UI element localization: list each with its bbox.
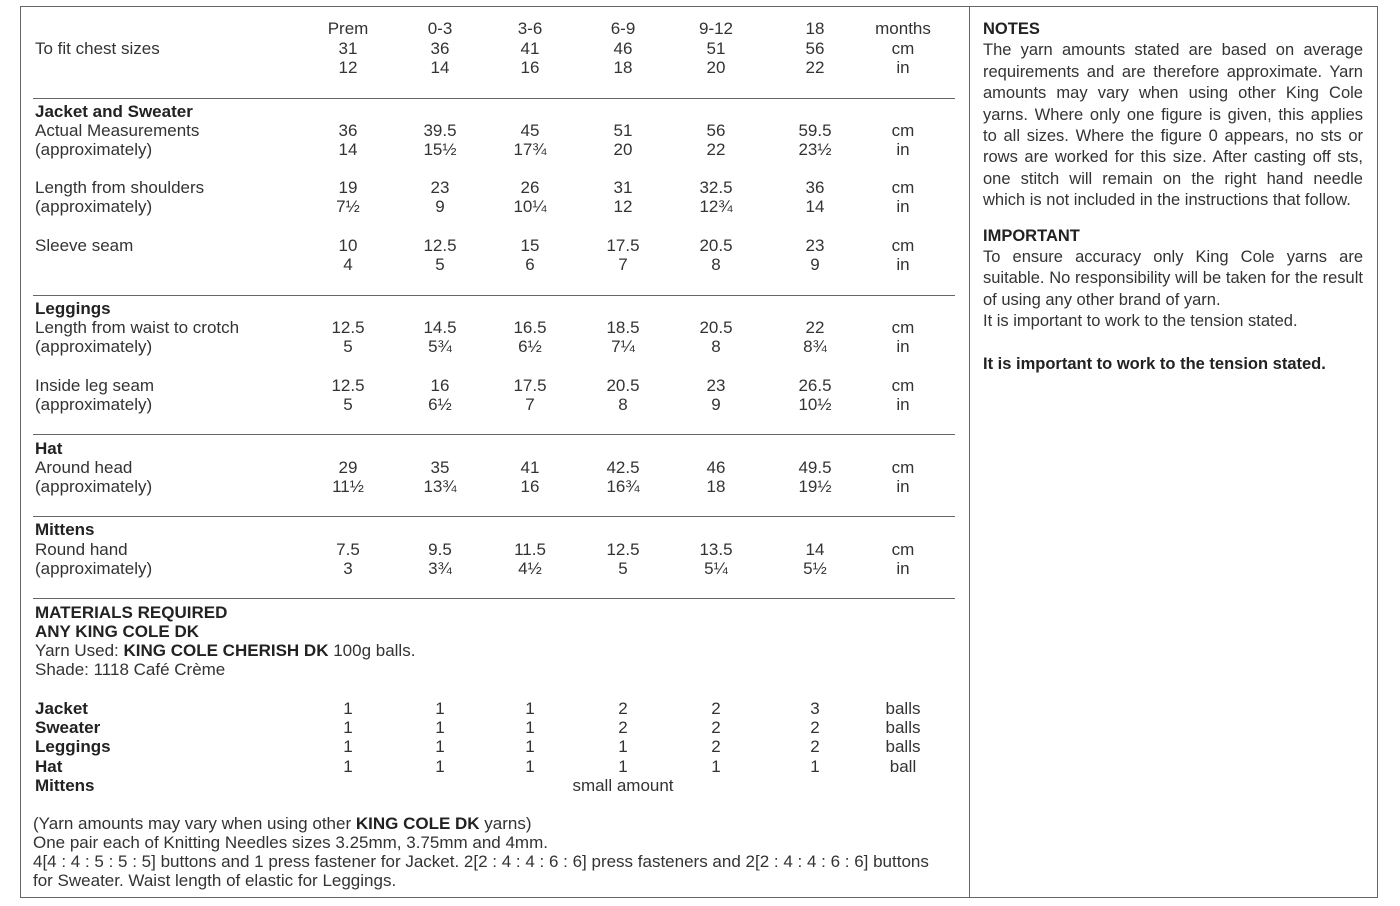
- size-cell: 9: [711, 395, 721, 414]
- size-cell: cm: [891, 178, 915, 197]
- size-cell: 12¾: [699, 197, 733, 216]
- size-cell: 35: [430, 458, 450, 477]
- materials-subheading: ANY KING COLE DK: [35, 622, 200, 641]
- size-cell: 20: [706, 58, 726, 77]
- size-cell: 5: [618, 559, 628, 578]
- size-cell: 51: [613, 121, 633, 140]
- hat-heading: Hat: [35, 439, 63, 458]
- size-cell: 49.5: [798, 458, 832, 477]
- size-cell: 17¾: [513, 140, 547, 159]
- mittens-materials-amount: small amount: [572, 776, 674, 795]
- size-cell: 10¼: [513, 197, 547, 216]
- size-cell: 36: [805, 178, 825, 197]
- size-cell: 59.5: [798, 121, 832, 140]
- size-cell: 8: [711, 255, 721, 274]
- materials-cell: 2: [618, 718, 628, 738]
- size-cell: Prem: [327, 19, 369, 38]
- size-cell: 15½: [423, 140, 457, 159]
- materials-notes: [33, 814, 953, 890]
- size-cell: 20: [613, 140, 633, 159]
- size-cell: 45: [520, 121, 540, 140]
- inside-leg-label: Inside leg seam: [35, 376, 155, 395]
- materials-item-label: Jacket: [35, 699, 88, 718]
- size-cell: 23½: [798, 140, 832, 159]
- size-cell: 10½: [798, 395, 832, 414]
- notes-heading: NOTES: [983, 20, 1040, 38]
- materials-cell: 1: [525, 756, 535, 776]
- size-cell: in: [896, 255, 910, 274]
- size-cell: 17.5: [513, 376, 547, 395]
- size-cell: in: [896, 197, 910, 216]
- size-cell: 3: [343, 559, 353, 578]
- size-cell: 5¼: [704, 559, 728, 578]
- size-cell: 22: [706, 140, 726, 159]
- size-cell: 23: [430, 178, 450, 197]
- round-hand-note: (approximately): [35, 559, 153, 578]
- size-cell: 9: [810, 255, 820, 274]
- size-cell: 19: [338, 178, 358, 197]
- size-cell: 32.5: [699, 178, 733, 197]
- materials-cell: 1: [435, 737, 445, 757]
- size-cell: 42.5: [606, 458, 640, 477]
- chest-label: To fit chest sizes: [35, 39, 160, 58]
- size-cell: 18: [613, 58, 633, 77]
- materials-cell: 1: [435, 756, 445, 776]
- yarn-used-line: [35, 641, 415, 660]
- section-divider: [33, 598, 955, 599]
- size-cell: months: [875, 19, 931, 38]
- sleeve-seam-label: Sleeve seam: [35, 236, 134, 255]
- size-cell: 12: [613, 197, 633, 216]
- size-cell: in: [896, 140, 910, 159]
- size-cell: cm: [891, 318, 915, 337]
- materials-cell: 2: [711, 718, 721, 738]
- length-shoulders-label: Length from shoulders: [35, 178, 205, 197]
- yarn-name: KING COLE CHERISH DK: [123, 641, 329, 660]
- size-cell: 7½: [336, 197, 360, 216]
- yarn-used-prefix: Yarn Used:: [35, 641, 124, 660]
- size-cell: 12.5: [606, 540, 640, 559]
- materials-cell: balls: [885, 737, 921, 757]
- size-cell: cm: [891, 236, 915, 255]
- size-cell: 51: [706, 39, 726, 58]
- size-cell: 4½: [518, 559, 542, 578]
- size-cell: 23: [805, 236, 825, 255]
- notes-body: The yarn amounts stated are based on average requirements and are therefore approximate. Yarn amounts may vary when using other King Cole yarns. Where only one figure is given, this applies to all sizes. Where the figure 0 appears, no sts or rows are worked for this size. After casting off sts, one stitch will remain on the right hand needle which is not included in the instructions that follow.: [983, 41, 1363, 210]
- materials-cell: 1: [343, 699, 353, 718]
- size-cell: 15: [520, 236, 540, 255]
- column-divider: [969, 6, 970, 898]
- section-divider: [33, 295, 955, 296]
- size-cell: 8: [711, 337, 721, 356]
- yarn-note-suffix: yarns): [479, 814, 532, 833]
- tension-note: It is important to work to the tension stated.: [983, 312, 1298, 331]
- size-cell: 18.5: [606, 318, 640, 337]
- size-cell: 46: [706, 458, 726, 477]
- size-cell: cm: [891, 121, 915, 140]
- materials-cell: ball: [889, 756, 917, 776]
- size-cell: 20.5: [699, 236, 733, 255]
- around-head-note: (approximately): [35, 477, 153, 496]
- yarn-note-prefix: (Yarn amounts may vary when using other: [33, 814, 356, 833]
- size-cell: 14: [805, 540, 825, 559]
- materials-cell: 1: [618, 737, 628, 757]
- mittens-materials-label: Mittens: [35, 776, 95, 795]
- size-cell: 9: [435, 197, 445, 216]
- leggings-heading: Leggings: [35, 299, 111, 318]
- size-cell: 20.5: [606, 376, 640, 395]
- size-cell: 5: [343, 395, 353, 414]
- size-cell: 4: [343, 255, 353, 274]
- size-cell: 8: [618, 395, 628, 414]
- size-cell: 56: [805, 39, 825, 58]
- size-cell: 14: [430, 58, 450, 77]
- size-cell: 22: [805, 58, 825, 77]
- size-cell: 41: [520, 39, 540, 58]
- size-cell: 12: [338, 58, 358, 77]
- actual-measurements-note: (approximately): [35, 140, 153, 159]
- size-cell: 16: [520, 58, 540, 77]
- around-head-label: Around head: [35, 458, 133, 477]
- important-heading: IMPORTANT: [983, 226, 1080, 245]
- section-divider: [33, 516, 955, 517]
- size-cell: 17.5: [606, 236, 640, 255]
- size-cell: 23: [706, 376, 726, 395]
- materials-cell: 1: [435, 718, 445, 738]
- materials-cell: 1: [525, 737, 535, 757]
- yarn-note-brand: KING COLE DK: [355, 814, 480, 833]
- size-cell: 26.5: [798, 376, 832, 395]
- size-cell: cm: [891, 540, 915, 559]
- materials-cell: 2: [618, 699, 628, 718]
- materials-cell: 1: [810, 756, 820, 776]
- size-cell: 6-9: [610, 19, 636, 38]
- length-shoulders-note: (approximately): [35, 197, 153, 216]
- materials-cell: 2: [711, 737, 721, 757]
- shade-line: Shade: 1118 Café Crème: [35, 660, 226, 679]
- size-cell: 7: [525, 395, 535, 414]
- needles-line: One pair each of Knitting Needles sizes 3.25mm, 3.75mm and 4mm.: [33, 833, 548, 852]
- materials-cell: 2: [711, 699, 721, 718]
- materials-cell: 1: [343, 718, 353, 738]
- size-cell: 9.5: [428, 540, 452, 559]
- waist-crotch-label: Length from waist to crotch: [35, 318, 240, 337]
- yarn-used-suffix: 100g balls.: [328, 641, 416, 660]
- size-cell: cm: [891, 39, 915, 58]
- size-cell: 16: [520, 477, 540, 496]
- actual-measurements-label: Actual Measurements: [35, 121, 200, 140]
- size-cell: 14.5: [423, 318, 457, 337]
- tension-note-bold: It is important to work to the tension stated.: [983, 354, 1326, 373]
- materials-cell: 1: [343, 737, 353, 757]
- size-cell: 12.5: [331, 318, 365, 337]
- size-cell: 10: [338, 236, 358, 255]
- materials-cell: 2: [810, 737, 820, 757]
- size-cell: 36: [430, 39, 450, 58]
- size-cell: 13¾: [423, 477, 457, 496]
- size-cell: 11½: [332, 477, 364, 496]
- size-cell: 12.5: [331, 376, 365, 395]
- materials-cell: 1: [525, 699, 535, 718]
- size-cell: 26: [520, 178, 540, 197]
- materials-cell: balls: [885, 699, 921, 718]
- size-cell: 16.5: [513, 318, 547, 337]
- size-cell: 39.5: [423, 121, 457, 140]
- size-cell: 5: [435, 255, 445, 274]
- size-cell: 14: [338, 140, 358, 159]
- size-cell: 3-6: [517, 19, 543, 38]
- yarn-note-line: [33, 814, 953, 833]
- section-divider: [33, 434, 955, 435]
- size-cell: 13.5: [699, 540, 733, 559]
- size-cell: 6½: [518, 337, 542, 356]
- materials-cell: 1: [525, 718, 535, 738]
- important-body: To ensure accuracy only King Cole yarns are suitable. No responsibility will be taken for the result of using any other brand of yarn.: [983, 248, 1363, 309]
- inside-leg-note: (approximately): [35, 395, 153, 414]
- size-cell: 20.5: [699, 318, 733, 337]
- size-cell: cm: [891, 458, 915, 477]
- size-cell: in: [896, 477, 910, 496]
- size-cell: 46: [613, 39, 633, 58]
- waist-crotch-note: (approximately): [35, 337, 153, 356]
- size-cell: 0-3: [427, 19, 453, 38]
- size-cell: cm: [891, 376, 915, 395]
- materials-cell: 2: [810, 718, 820, 738]
- size-cell: 7¼: [611, 337, 635, 356]
- size-cell: 14: [805, 197, 825, 216]
- size-cell: 6½: [428, 395, 452, 414]
- buttons-line: 4[4 : 4 : 5 : 5 : 5] buttons and 1 press fastener for Jacket. 2[2 : 4 : 4 : 6 : 6] press fasteners and 2[2 : 4 : 4 : 6 : 6] buttons for Sweater. Waist length of elastic for Leggings.: [33, 852, 929, 890]
- size-cell: 31: [613, 178, 633, 197]
- size-cell: 31: [338, 39, 358, 58]
- size-cell: 41: [520, 458, 540, 477]
- size-cell: in: [896, 395, 910, 414]
- size-cell: 29: [338, 458, 358, 477]
- size-cell: in: [896, 337, 910, 356]
- size-cell: 6: [525, 255, 535, 274]
- size-cell: 5½: [803, 559, 827, 578]
- round-hand-label: Round hand: [35, 540, 128, 559]
- materials-cell: balls: [885, 718, 921, 738]
- size-cell: 9-12: [698, 19, 734, 38]
- size-cell: 11.5: [514, 540, 546, 559]
- materials-item-label: Hat: [35, 756, 63, 776]
- size-cell: 36: [338, 121, 358, 140]
- mittens-heading: Mittens: [35, 520, 95, 539]
- jacket-sweater-heading: Jacket and Sweater: [35, 102, 193, 121]
- materials-cell: 1: [711, 756, 721, 776]
- size-cell: 5: [343, 337, 353, 356]
- notes-panel: [983, 19, 1363, 375]
- materials-item-label: Sweater: [35, 718, 101, 738]
- size-cell: 7.5: [336, 540, 360, 559]
- size-cell: 5¾: [428, 337, 452, 356]
- size-cell: 19½: [798, 477, 832, 496]
- materials-cell: 1: [618, 756, 628, 776]
- size-cell: in: [896, 58, 910, 77]
- materials-heading: MATERIALS REQUIRED: [35, 603, 228, 622]
- size-cell: 56: [706, 121, 726, 140]
- size-cell: 8¾: [803, 337, 827, 356]
- size-cell: 22: [805, 318, 825, 337]
- size-cell: 18: [706, 477, 726, 496]
- materials-cell: 1: [343, 756, 353, 776]
- materials-cell: 1: [435, 699, 445, 718]
- size-cell: 3¾: [428, 559, 452, 578]
- materials-item-label: Leggings: [35, 737, 111, 757]
- size-cell: 7: [618, 255, 628, 274]
- size-cell: 16¾: [606, 477, 640, 496]
- section-divider: [33, 98, 955, 99]
- size-cell: 18: [805, 19, 825, 38]
- size-cell: 16: [430, 376, 450, 395]
- size-cell: 12.5: [423, 236, 457, 255]
- materials-cell: 3: [810, 699, 820, 718]
- size-cell: in: [896, 559, 910, 578]
